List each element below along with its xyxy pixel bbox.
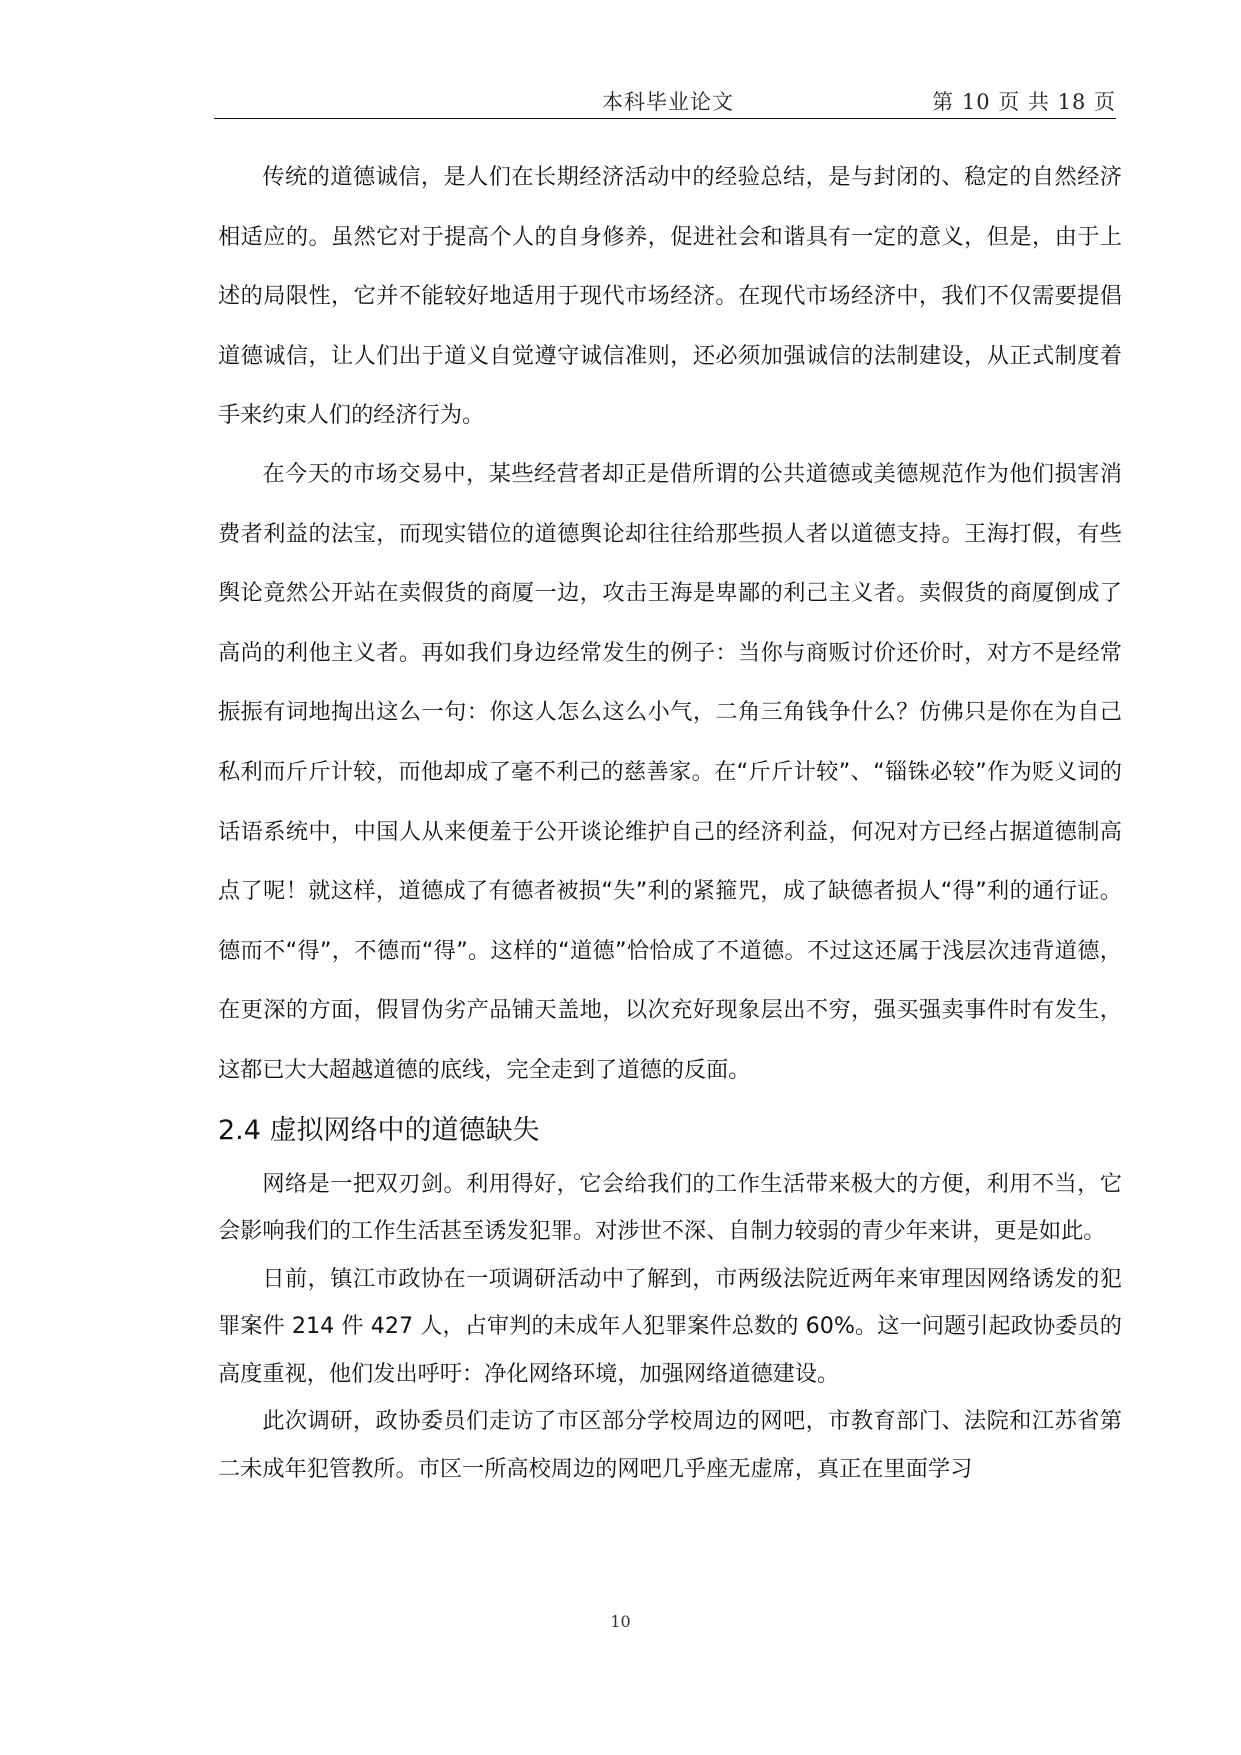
paragraph-internet-cafe-visit: 此次调研，政协委员们走访了市区部分学校周边的网吧，市教育部门、法院和江苏省第二未成年犯管教所。市区一所高校周边的网吧几乎座无虚席，真正在里面学习 (218, 1408, 1122, 1482)
document-body (218, 148, 1122, 1493)
header-divider (214, 118, 1116, 119)
section-heading: 2.4 虚拟网络中的道德缺失 (218, 1114, 540, 1146)
paragraph-network-double-edged: 网络是一把双刃剑。利用得好，它会给我们的工作生活带来极大的方便，利用不当，它会影响我们的工作生活甚至诱发犯罪。对涉世不深、自制力较弱的青少年来讲，更是如此。 (218, 1170, 1122, 1244)
paragraph-traditional-integrity: 传统的道德诚信，是人们在长期经济活动中的经验总结，是与封闭的、稳定的自然经济相适应的。虽然它对于提高个人的自身修养，促进社会和谐具有一定的意义，但是，由于上述的局限性，它并不能较好地适用于现代市场经济。在现代市场经济中，我们不仅需要提倡道德诚信，让人们出于道义自觉遵守诚信准则，还必须加强诚信的法制建设，从正式制度着手来约束人们的经济行为。 (218, 164, 1122, 429)
paragraph-zhenjiang-survey: 日前，镇江市政协在一项调研活动中了解到，市两级法院近两年来审理因网络诱发的犯罪案件 214 件 427 人，占审判的未成年人犯罪案件总数的 60%。这一问题引起政协委员的高度重视，他们发出呼吁：净化网络环境，加强网络道德建设。 (218, 1265, 1122, 1387)
page-number: 10 (610, 1612, 631, 1631)
page-header (214, 82, 1116, 116)
header-title: 本科毕业论文 (602, 90, 734, 114)
paragraph-market-transactions: 在今天的市场交易中，某些经营者却正是借所谓的公共道德或美德规范作为他们损害消费者利益的法宝，而现实错位的道德舆论却往往给那些损人者以道德支持。王海打假，有些舆论竟然公开站在卖假货的商厦一边，攻击王海是卑鄙的利己主义者。卖假货的商厦倒成了高尚的利他主义者。再如我们身边经常发生的例子：当你与商贩讨价还价时，对方不是经常振振有词地掏出这么一句：你这人怎么这么小气，二角三角钱争什么？仿佛只是你在为自己私利而斤斤计较，而他却成了毫不利己的慈善家。在“斤斤计较”、“锱铢必较”作为贬义词的话语系统中，中国人从来便羞于公开谈论维护自己的经济利益，何况对方已经占据道德制高点了呢！就这样，道德成了有德者被损“失”利的紧箍咒，成了缺德者损人“得”利的通行证。德而不“得”，不德而“得”。这样的“道德”恰恰成了不道德。不过这还属于浅层次违背道德，在更深的方面，假冒伪劣产品铺天盖地，以次充好现象层出不穷，强买强卖事件时有发生，这都已大大超越道德的底线，完全走到了道德的反面。 (218, 460, 1122, 1083)
header-page-info: 第 10 页 共 18 页 (932, 90, 1116, 114)
